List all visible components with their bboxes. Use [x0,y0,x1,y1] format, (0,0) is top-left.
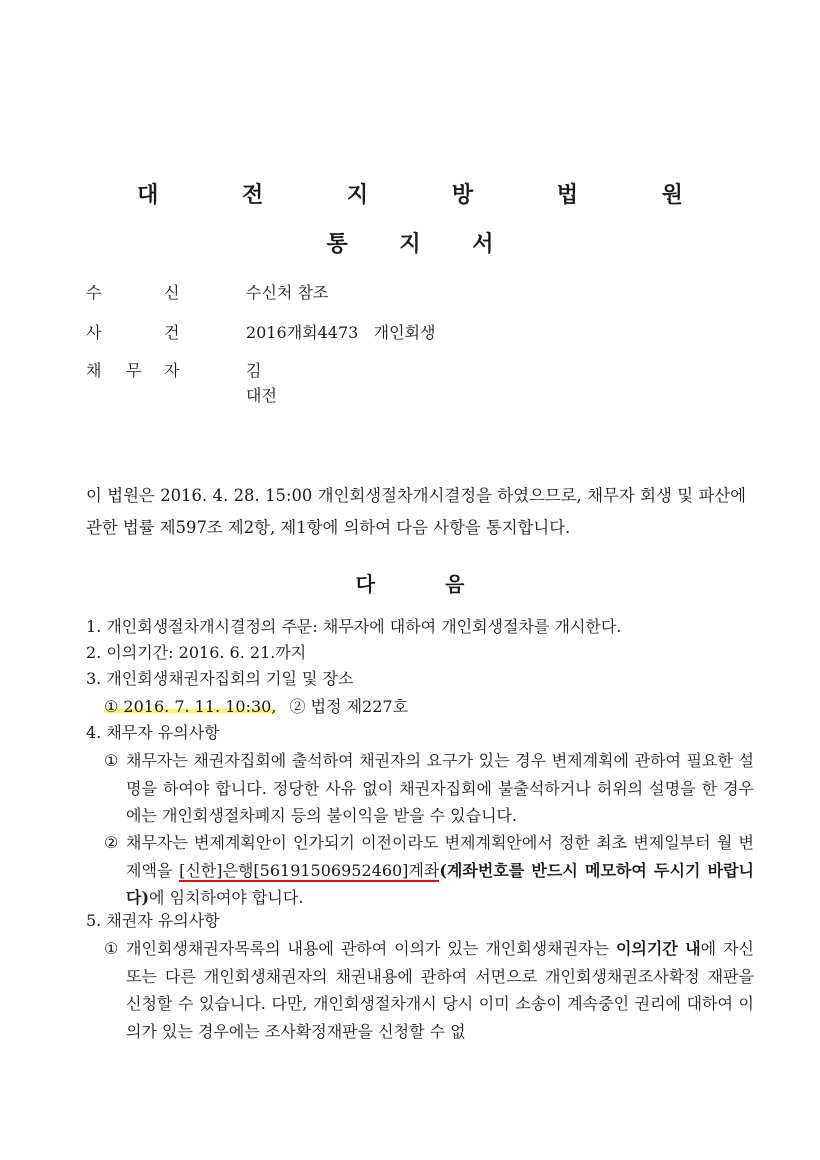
item-2: 2. 이의기간: 2016. 6. 21.까지 [86,643,307,662]
next-heading: 다 음 [355,572,465,596]
item-5-note-1: ① 개인회생채권자목록의 내용에 관하여 이의가 있는 개인회생채권자는 이의기간 내에 자신 또는 다른 개인회생채권자의 채권내용에 관하여 서면으로 개인회생채권조사확정 재판을 신청할 수 있습니다. 다만, 개인회생절차개시 당시 이미 소송이 계속중인 권리에 대하여 이의가 있는 경우에는 조사확정재판을 신청할 수 없 [104,939,754,1041]
court-name: 대 전 지 방 법 원 [137,183,721,208]
debtor-row [86,358,277,408]
recipient-row [86,280,328,305]
item-4: 4. 채무자 유의사항 [86,723,220,742]
document-title: 통 지 서 [326,232,516,257]
case-row [86,320,435,345]
item-3: 3. 개인회생채권자집회의 기일 및 장소 [86,669,354,688]
bank-account: [신한]은행[56191506952460]계좌 [179,860,440,880]
item-4-note-2: ② 채무자는 변제계획안이 인가되기 이전이라도 변제계획안에서 정한 최초 변제일부터 월 변제액을 [신한]은행[56191506952460]계좌(계좌번호를 반드시 메모하여 두시기 바랍니다)에 임치하여야 합니다. [104,833,754,907]
meeting-datetime: ① 2016. 7. 11. 10:30, [104,697,277,716]
item-5: 5. 채권자 유의사항 [86,911,220,930]
debtor-name: 김 [246,361,262,380]
item-4-note-1: ① 채무자는 채권자집회에 출석하여 채권자의 요구가 있는 경우 변제계획에 관하여 필요한 설명을 하여야 합니다. 정당한 사유 없이 채권자집회에 불출석하거나 허위의 설명을 한 경우에는 개인회생절차폐지 등의 불이익을 받을 수 있습니다. [104,751,754,825]
recipient-label: 수 신 [86,283,180,302]
meeting-place: ② 법정 제227호 [289,697,409,716]
recipient-value: 수신처 참조 [246,283,329,302]
item-1: 1. 개인회생절차개시결정의 주문: 채무자에 대하여 개인회생절차를 개시한다. [86,617,622,636]
item-3-detail [104,694,774,720]
objection-period: 이의기간 내 [615,939,701,958]
case-label: 사 건 [86,323,180,342]
debtor-label: 채 무 자 [86,361,180,380]
case-value: 2016개회4473 개인회생 [246,323,436,342]
debtor-address: 대전 [246,386,277,405]
intro-paragraph: 이 법원은 2016. 4. 28. 15:00 개인회생절차개시결정을 하였으므로, 채무자 회생 및 파산에 관한 법률 제597조 제2항, 제1항에 의하여 다음 사항을 통지합니다. [86,486,746,537]
memo-note: (계좌번호를 반드시 메모하여 두시기 바랍니다) [126,860,754,907]
